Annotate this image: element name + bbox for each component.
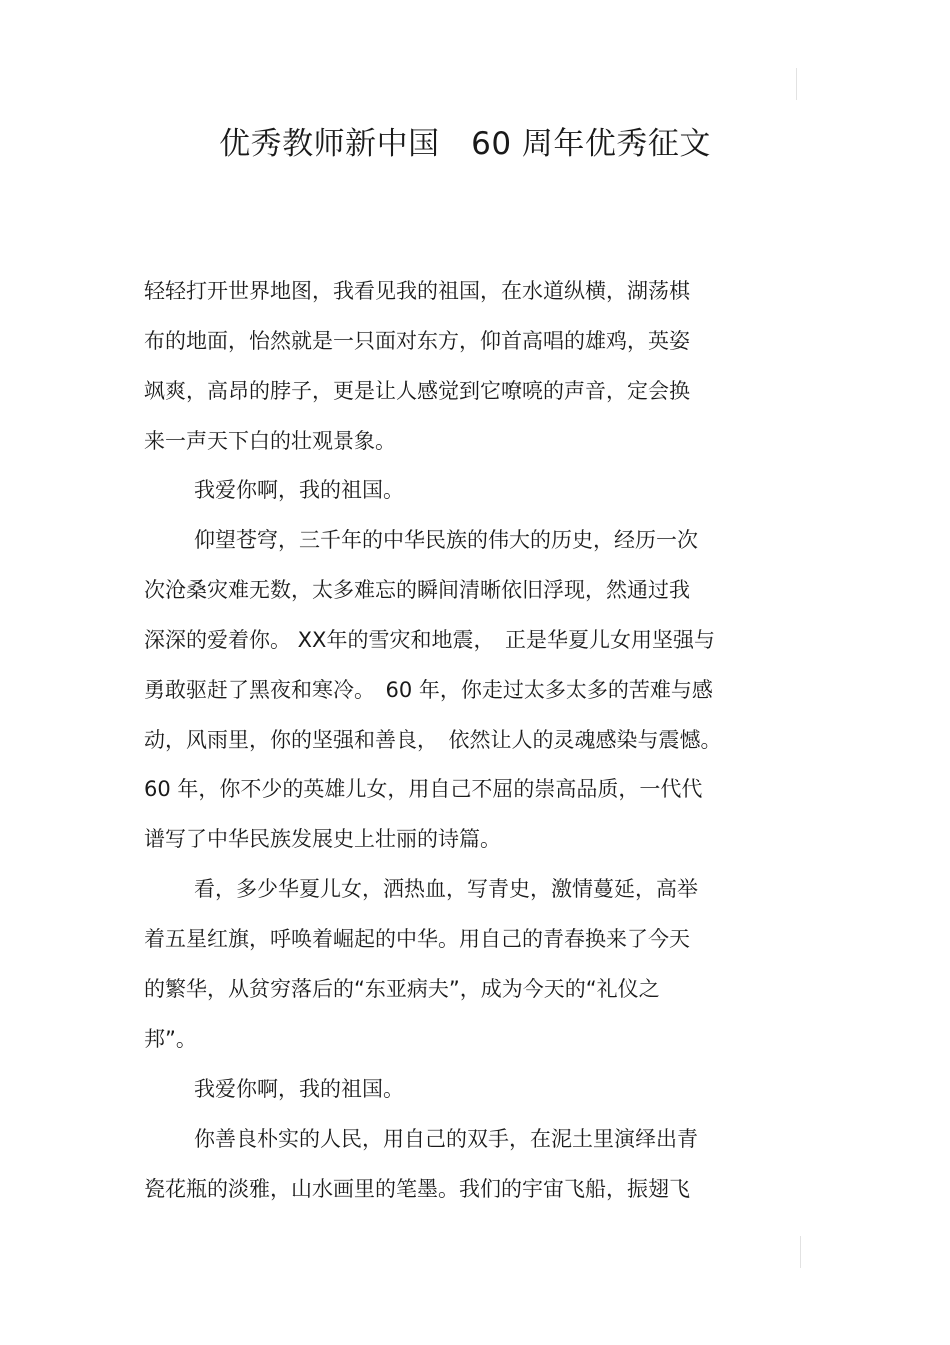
text-line: 深深的爱着你。 XX年的雪灾和地震， 正是华夏儿女用坚强与 — [144, 628, 715, 652]
text-line: 布的地面，怡然就是一只面对东方，仰首高唱的雄鸡，英姿 — [144, 329, 690, 353]
text-line: 你善良朴实的人民，用自己的双手，在泥土里演绎出青 — [194, 1127, 698, 1151]
text-line: 谱写了中华民族发展史上壮丽的诗篇。 — [144, 827, 501, 851]
text-line: 看，多少华夏儿女，洒热血，写青史，激情蔓延，高举 — [194, 877, 698, 901]
text-line: 瓷花瓶的淡雅，山水画里的笔墨。我们的宇宙飞船，振翅飞 — [144, 1177, 690, 1201]
text-line: 轻轻打开世界地图，我看见我的祖国，在水道纵横，湖荡棋 — [144, 279, 690, 303]
text-line: 动，风雨里，你的坚强和善良， 依然让人的灵魂感染与震憾。 — [144, 728, 722, 752]
text-line: 60 年，你不少的英雄儿女，用自己不屈的崇高品质，一代代 — [144, 777, 703, 801]
page-title: 优秀教师新中国 60 周年优秀征文 — [219, 126, 711, 162]
text-line: 邦”。 — [144, 1027, 197, 1051]
text-line: 的繁华，从贫穷落后的“东亚病夫”，成为今天的“礼仪之 — [144, 977, 660, 1001]
text-line: 飒爽，高昂的脖子，更是让人感觉到它嘹喨的声音，定会换 — [144, 379, 690, 403]
text-line: 我爱你啊，我的祖国。 — [194, 1077, 404, 1101]
text-line: 仰望苍穹，三千年的中华民族的伟大的历史，经历一次 — [194, 528, 698, 552]
text-line: 来一声天下白的壮观景象。 — [144, 429, 396, 453]
margin-mark-bottom — [800, 1236, 801, 1268]
margin-mark-top — [796, 68, 797, 100]
text-line: 我爱你啊，我的祖国。 — [194, 478, 404, 502]
text-line: 次沧桑灾难无数，太多难忘的瞬间清晰依旧浮现，然通过我 — [144, 578, 690, 602]
text-line: 着五星红旗，呼唤着崛起的中华。用自己的青春换来了今天 — [144, 927, 690, 951]
text-line: 勇敢驱赶了黑夜和寒冷。 60 年，你走过太多太多的苦难与感 — [144, 678, 713, 702]
